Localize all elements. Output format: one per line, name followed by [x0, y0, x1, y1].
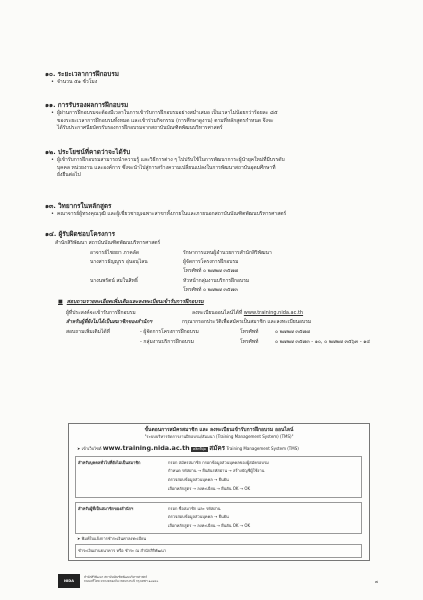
step-text: คลิกที่ปุ่ม [192, 447, 206, 451]
box-title: ขั้นตอนการสมัครสมาชิก และ ลงทะเบียนเข้ารับการฝึกอบรม ออนไลน์ [144, 427, 294, 433]
person-name: อาจารย์ไชยยา ภาคลัด [90, 250, 140, 256]
step-line: ตรวจสอบข้อมูลส่วนบุคคล → ยืนยัน [168, 514, 229, 519]
contact-text: - ผู้จัดการโครงการฝึกอบรม [140, 329, 199, 335]
paragraph-line: ของระยะเวลาการฝึกอบรมทั้งหมด และเข้าร่วมกิจกรรม (การศึกษาดูงาน) ตามที่หลักสูตรกำหนด จึงจะ [57, 117, 274, 124]
arrow-icon: ➤ [77, 446, 81, 451]
contact-line [192, 310, 303, 317]
step-text: ชำระเงินผ่านธนาคาร หรือ ชำระ ณ สำนักสิริพัฒนา [78, 548, 167, 553]
footer-line: ถนนเสรีไทย แขวงคลองจั่น เขตบางกะปิ กรุงเทพฯ ๑๐๒๔๐ [84, 579, 159, 583]
paragraph-line: • ผู้ผ่านการฝึกอบรมจะต้องมีเวลาในการเข้ารับการฝึกอบรมอย่างสม่ำเสมอ เป็นเวลาไม่น้อยกว่าร้อยละ ๘๕ [45, 110, 395, 118]
section-heading: ๑๔. ผู้รับผิดชอบโครงการ [45, 230, 116, 238]
apply-button[interactable]: สมัคร [209, 444, 226, 452]
training-website-link[interactable]: www.training.nida.ac.th [243, 310, 304, 316]
step-line: เลือกหลักสูตร → ลงทะเบียน → ยืนยัน OK → OK [168, 523, 251, 528]
section-heading: ๑๐. ระยะเวลาการฝึกอบรม [45, 70, 119, 78]
contact-text: ผู้ที่ประสงค์จะเข้ารับการฝึกอบรม [66, 310, 136, 316]
footer-line: สำนักสิริพัฒนา สถาบันบัณฑิตพัฒนบริหารศาสตร์ [84, 575, 148, 579]
institute-logo: NIDA [58, 574, 80, 588]
section-heading: ๑๓. วิทยากรในหลักสูตร [45, 202, 112, 210]
section-certification [45, 101, 395, 133]
person-phone: โทรศัพท์ ๐ ๒๗๒๗ ๓๕๗๗ [183, 268, 239, 274]
step-enter-website [77, 446, 299, 452]
paragraph-line: ได้รับประกาศนียบัตรรับรองการฝึกอบรมจากสถาบันบัณฑิตพัฒนบริหารศาสตร์ [57, 125, 223, 132]
bullet-item: • คณาจารย์ผู้ทรงคุณวุฒิ และผู้เชี่ยวชาญเฉพาะสาขาทั้งภายในและภายนอกสถาบันบัณฑิตพัฒนบริหารศาสตร์ [45, 211, 395, 219]
person-role: รักษาการแทนผู้อำนวยการสำนักสิริพัฒนา [183, 250, 272, 256]
contact-text: โทรศัพท์ [240, 329, 259, 335]
step-text: พิมพ์ใบแจ้งการชำระเงินค่าลงทะเบียน [81, 536, 147, 541]
footer-address [84, 575, 158, 583]
step-line: ตรวจสอบข้อมูลส่วนบุคคล → ยืนยัน [168, 477, 229, 482]
page-footer [58, 574, 378, 588]
contact-text: สอบถามเพิ่มเติมได้ที่ [66, 329, 110, 335]
step-line: กรอก สมัครสมาชิก กรอกข้อมูลส่วนบุคคลของผู้สมัครอบรม [168, 460, 269, 465]
member-label: สำหรับผู้ที่เป็นสมาชิกของสำนักฯ [78, 506, 134, 511]
nonmember-steps [75, 456, 362, 498]
phone-number: ๐ ๒๗๒๗ ๓๕๗๓ - ๑๐, ๐ ๒๗๒๗ ๓๕๖๓ - ๑๔ [275, 339, 371, 345]
contact-text: กรุณากรอกประวัติเพื่อสมัครเป็นสมาชิก และลงทะเบียนอบรม [182, 319, 312, 325]
organization-name: สำนักสิริพัฒนา สถาบันบัณฑิตพัฒนบริหารศาสตร์ [55, 240, 161, 246]
contact-text: สำหรับผู้ที่ยังไม่ได้เป็นสมาชิกของสำนักฯ [66, 319, 153, 325]
arrow-icon: ➤ [77, 536, 81, 541]
step-line: กำหนด รหัสผ่าน → ยืนยันรหัสผ่าน → สร้างบัญชีผู้ใช้งาน [168, 468, 265, 473]
registration-steps-box [68, 423, 370, 561]
payment-steps [75, 544, 362, 558]
person-role: หัวหน้ากลุ่มงานบริการฝึกอบรม [183, 278, 250, 284]
section-instructors [45, 202, 395, 219]
section-heading: ๑๒. ประโยชน์ที่คาดว่าจะได้รับ [45, 148, 131, 156]
person-phone: โทรศัพท์ ๐ ๒๗๒๗ ๓๕๗๓ [183, 287, 238, 293]
paragraph-line: • ผู้เข้ารับการฝึกอบรมสามารถนำความรู้ และวิธีการต่าง ๆ ไปปรับใช้ในการพัฒนาการะผู้นำยุคใหม่ที่มีบรรดับ [45, 157, 395, 165]
step-line: เลือกหลักสูตร → ลงทะเบียน → ยืนยัน OK → OK [168, 486, 251, 491]
section-heading: ๑๑. การรับรองผลการฝึกอบรม [45, 101, 129, 109]
step-text: เข้าเว็บไซต์ [81, 446, 102, 451]
contact-line [66, 310, 136, 317]
phone-number: ๐ ๒๗๒๗ ๓๕๗๗ [275, 329, 311, 335]
step-line: กรอก ชื่อสมาชิก และ รหัสผ่าน [168, 506, 221, 511]
contact-text: ลงทะเบียนออนไลน์ได้ที่ [192, 310, 243, 316]
section-duration [45, 70, 395, 87]
section-responsible [45, 230, 395, 248]
paragraph-line: บุคคล หน่วยงาน และองค์การ ซึ่งจะนำไปสู่การสร้างความเปลี่ยนแปลงในการพัฒนาสถาบันอุดมศึกษาที่ [57, 164, 276, 171]
section-benefits [45, 148, 395, 180]
tms-label: Training Management System (TMS) [226, 446, 299, 451]
box-subtitle: "ระบบบริหารจัดการงานฝึกอบรม/สัมมนา (Training Management System) (TMS)" [144, 434, 294, 439]
step-print [77, 536, 146, 542]
person-name: นางสาวธัญญูรร อุ่นอนุไลน [90, 259, 148, 265]
contact-text: - กลุ่มงานบริการฝึกอบรม [140, 339, 194, 345]
contact-title: ■ สอบถามรายละเอียดเพิ่มเติมและลงทะเบียนเข้ารับการฝึกอบรม [58, 299, 204, 306]
person-role: ผู้จัดการโครงการฝึกอบรม [183, 259, 239, 265]
page-number: ๗ [374, 579, 378, 584]
box-website-link[interactable]: www.training.nida.ac.th [102, 444, 190, 452]
contact-text: โทรศัพท์ [240, 339, 259, 345]
bullet-item: • จำนวน ๕๑ ชั่วโมง [45, 79, 395, 87]
nonmember-label: สำหรับบุคคลทั่วไปที่ยังไม่เป็นสมาชิก [78, 460, 141, 465]
member-steps [75, 502, 362, 534]
paragraph-line: ยั่งยืนต่อไป [57, 172, 81, 179]
person-name: นางนพรัตน์ สมในสิทธิ์ [90, 278, 138, 284]
